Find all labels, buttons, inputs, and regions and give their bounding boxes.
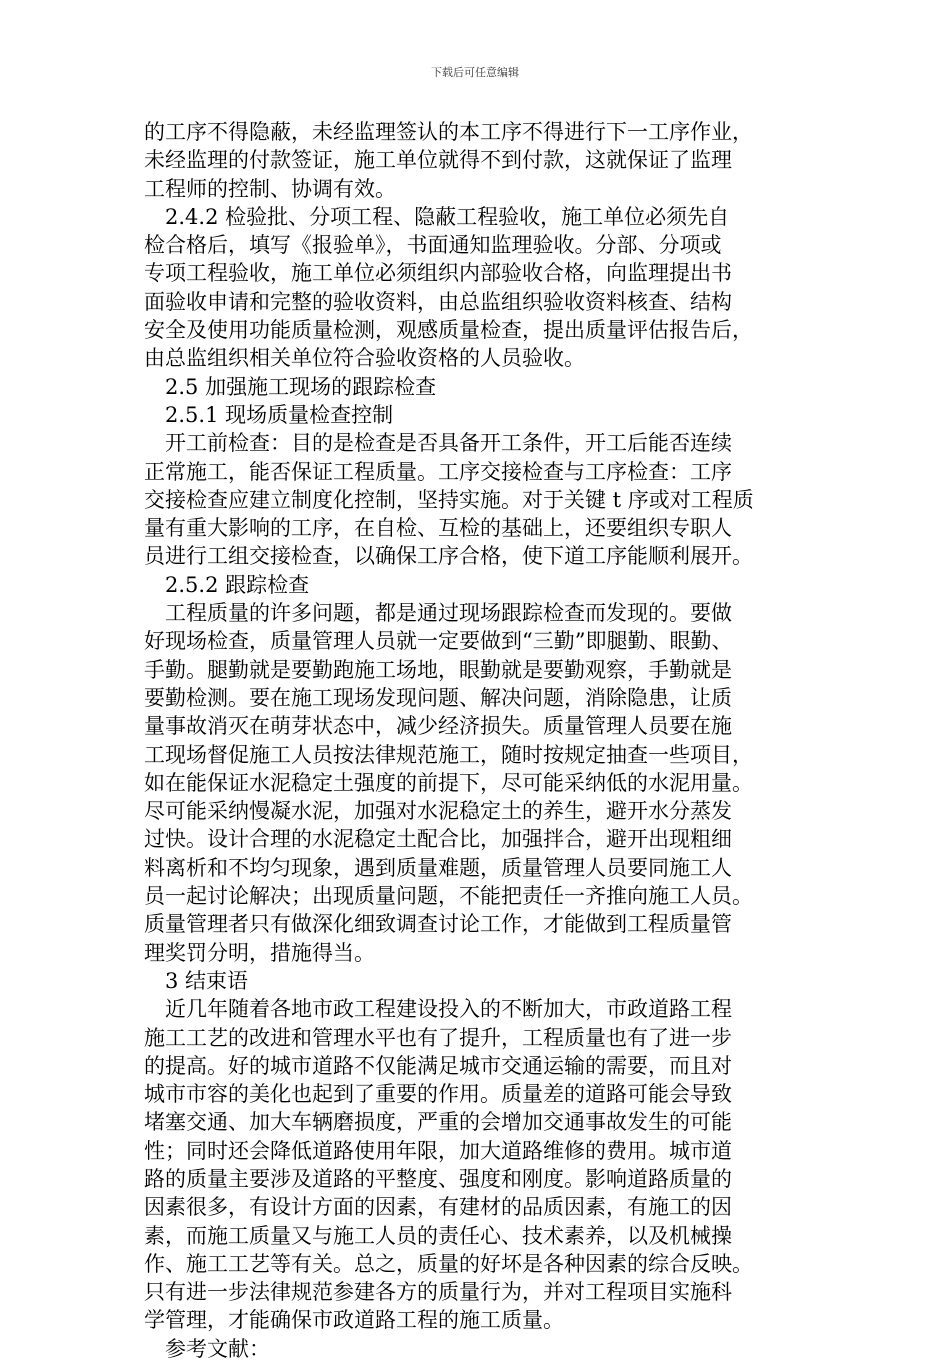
text-line: 面验收申请和完整的验收资料，由总监组织验收资料核查、结构	[144, 289, 732, 314]
text-line: 的提高。好的城市道路不仅能满足城市交通运输的需要，而且对	[144, 1053, 732, 1078]
text-line: 检合格后，填写《报验单》，书面通知监理验收。分部、分项或	[144, 233, 722, 258]
text-line: 交接检查应建立制度化控制，坚持实施。对于关键 t 序或对工程质	[144, 487, 754, 512]
text-line: 员进行工组交接检查，以确保工序合格，使下道工序能顺利展开。	[144, 544, 753, 569]
text-line: 2.5.1 现场质量检查控制	[165, 402, 394, 427]
text-line: 路的质量主要涉及道路的平整度、强度和刚度。影响道路质量的	[144, 1166, 732, 1191]
text-line: 专项工程验收，施工单位必须组织内部验收合格，向监理提出书	[144, 261, 732, 286]
text-line: 由总监组织相关单位符合验收资格的人员验收。	[144, 346, 585, 371]
text-line: 只有进一步法律规范参建各方的质量行为，并对工程项目实施科	[144, 1280, 732, 1305]
text-line: 2.5 加强施工现场的跟踪检查	[165, 374, 437, 399]
text-line: 过快。设计合理的水泥稳定土配合比，加强拌合，避开出现粗细	[144, 827, 732, 852]
text-line: 好现场检查，质量管理人员就一定要做到“三勤”即腿勤、眼勤、	[144, 629, 733, 654]
text-line: 要勤检测。要在施工现场发现问题、解决问题，消除隐患，让质	[144, 685, 732, 710]
text-line: 未经监理的付款签证，施工单位就得不到付款，这就保证了监理	[144, 148, 732, 173]
text-line: 3 结束语	[165, 968, 249, 993]
page-header: 下载后可任意编辑	[431, 66, 519, 79]
text-line: 堵塞交通、加大车辆磨损度，严重的会增加交通事故发生的可能	[144, 1110, 732, 1135]
text-line: 如在能保证水泥稳定土强度的前提下，尽可能采纳低的水泥用量。	[144, 770, 753, 795]
text-line: 工现场督促施工人员按法律规范施工，随时按规定抽查一些项目，	[144, 742, 753, 767]
text-line: 城市市容的美化也起到了重要的作用。质量差的道路可能会导致	[144, 1082, 732, 1107]
text-line: 料离析和不均匀现象，遇到质量难题，质量管理人员要同施工人	[144, 855, 732, 880]
text-line: 工程师的控制、协调有效。	[144, 176, 396, 201]
text-line: 施工工艺的改进和管理水平也有了提升，工程质量也有了进一步	[144, 1025, 732, 1050]
text-line: 尽可能采纳慢凝水泥，加强对水泥稳定土的养生，避开水分蒸发	[144, 799, 732, 824]
text-line: 的工序不得隐蔽，未经监理签认的本工序不得进行下一工序作业，	[144, 120, 753, 144]
text-line: 2.5.2 跟踪检查	[165, 572, 310, 597]
text-line: 参考文献：	[165, 1336, 270, 1361]
document-body	[144, 118, 784, 1363]
text-line: 学管理，才能确保市政道路工程的施工质量。	[144, 1308, 564, 1333]
text-line: 员一起讨论解决；出现质量问题，不能把责任一齐推向施工人员。	[144, 884, 753, 909]
text-line: 质量管理者只有做深化细致调查讨论工作，才能做到工程质量管	[144, 912, 732, 937]
text-line: 作、施工工艺等有关。总之，质量的好坏是各种因素的综合反映。	[144, 1251, 753, 1276]
text-line: 工程质量的许多问题，都是通过现场跟踪检查而发现的。要做	[165, 601, 732, 626]
text-line: 近几年随着各地市政工程建设投入的不断加大，市政道路工程	[165, 997, 732, 1022]
text-line: 正常施工，能否保证工程质量。工序交接检查与工序检查：工序	[144, 459, 732, 484]
text-line: 量事故消灭在萌芽状态中，减少经济损失。质量管理人员要在施	[144, 714, 732, 739]
text-line: 因素很多，有设计方面的因素，有建材的品质因素，有施工的因	[144, 1195, 732, 1220]
text-line: 安全及使用功能质量检测，观感质量检查，提出质量评估报告后，	[144, 318, 753, 343]
text-line: 开工前检查：目的是检查是否具备开工条件，开工后能否连续	[165, 431, 732, 456]
text-line: 2.4.2 检验批、分项工程、隐蔽工程验收，施工单位必须先自	[165, 204, 730, 229]
text-line: 素，而施工质量又与施工人员的责任心、技术素养，以及机械操	[144, 1223, 732, 1248]
text-line: 性；同时还会降低道路使用年限，加大道路维修的费用。城市道	[144, 1138, 732, 1163]
text-line: 量有重大影响的工序，在自检、互检的基础上，还要组织专职人	[144, 516, 732, 541]
text-line: 理奖罚分明，措施得当。	[144, 940, 375, 965]
text-line: 手勤。腿勤就是要勤跑施工场地，眼勤就是要勤观察，手勤就是	[144, 657, 732, 682]
